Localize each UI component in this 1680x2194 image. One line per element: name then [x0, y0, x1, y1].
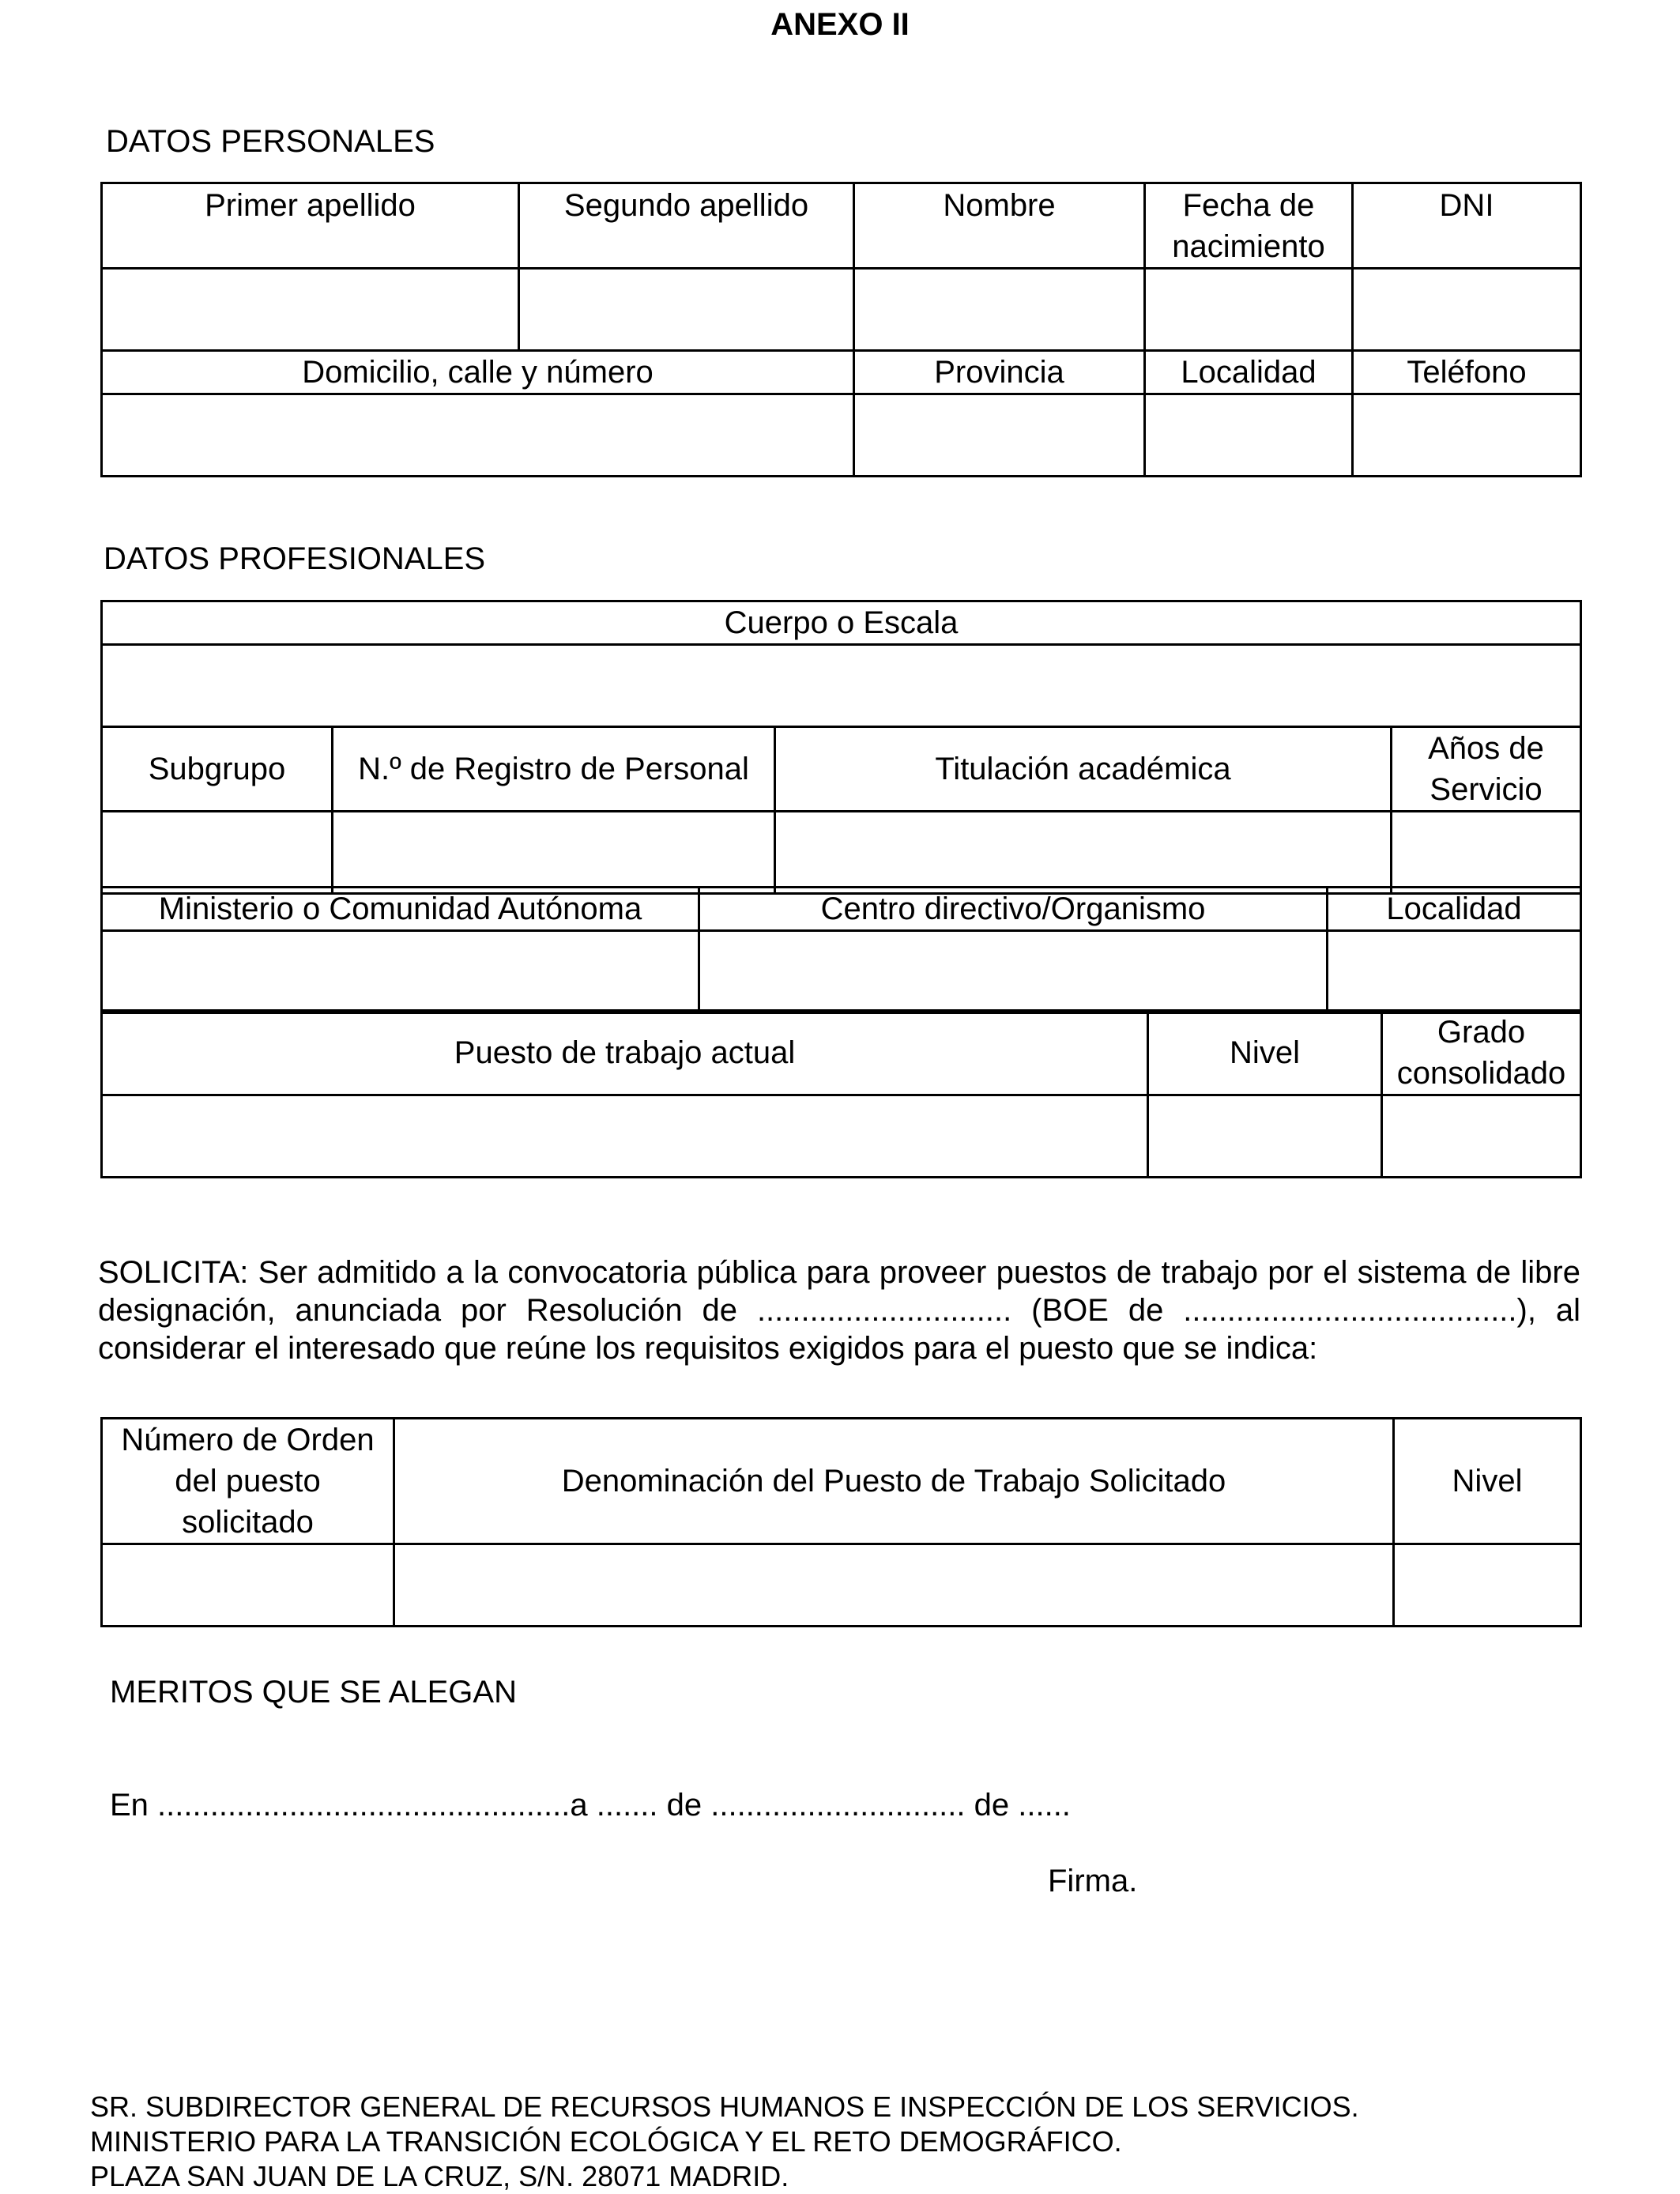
- numero-orden-label: [102, 1419, 394, 1544]
- domicilio-label: Domicilio, calle y número: [102, 351, 854, 394]
- grado-consolidado-field[interactable]: [1382, 1095, 1581, 1178]
- ministerio-label: Ministerio o Comunidad Autónoma: [102, 888, 699, 931]
- grado-line1: Grado: [1437, 1015, 1526, 1050]
- firma-label: Firma.: [1048, 1864, 1138, 1898]
- destinatario-block: [90, 2090, 1359, 2194]
- fecha-nacimiento-field[interactable]: [1145, 269, 1353, 351]
- puesto-solicitado-table: [100, 1417, 1582, 1627]
- telefono-label: Teléfono: [1353, 351, 1581, 394]
- cuerpo-field[interactable]: [102, 645, 1581, 727]
- nombre-label: Nombre: [854, 183, 1145, 269]
- ministerio-table: [100, 886, 1582, 1014]
- dni-label: DNI: [1353, 183, 1581, 269]
- subgrupo-field[interactable]: [102, 812, 333, 894]
- dni-field[interactable]: [1353, 269, 1581, 351]
- puesto-actual-field[interactable]: [102, 1095, 1148, 1178]
- centro-label: Centro directivo/Organismo: [699, 888, 1328, 931]
- personal-heading: DATOS PERSONALES: [106, 124, 435, 159]
- subgrupo-label: Subgrupo: [102, 727, 333, 812]
- puesto-actual-table: [100, 1009, 1582, 1178]
- meritos-heading: MERITOS QUE SE ALEGAN: [110, 1675, 517, 1710]
- denominacion-label: Denominación del Puesto de Trabajo Solicitado: [394, 1419, 1394, 1544]
- segundo-apellido-field[interactable]: [519, 269, 854, 351]
- localidad-prof-field[interactable]: [1328, 931, 1581, 1013]
- fecha-nacimiento-line2: nacimiento: [1172, 229, 1325, 264]
- primer-apellido-label: Primer apellido: [102, 183, 519, 269]
- centro-field[interactable]: [699, 931, 1328, 1013]
- telefono-field[interactable]: [1353, 394, 1581, 477]
- puesto-actual-label: Puesto de trabajo actual: [102, 1011, 1148, 1095]
- anos-servicio-label: [1392, 727, 1581, 812]
- anos-servicio-line2: Servicio: [1430, 772, 1543, 807]
- grado-line2: consolidado: [1396, 1056, 1566, 1091]
- grado-consolidado-label: [1382, 1011, 1581, 1095]
- provincia-field[interactable]: [854, 394, 1145, 477]
- numero-orden-line3: solicitado: [182, 1505, 314, 1540]
- profesional-heading: DATOS PROFESIONALES: [104, 541, 486, 576]
- personal-data-table: [100, 182, 1582, 477]
- registro-field[interactable]: [333, 812, 775, 894]
- nivel-solicitado-label: Nivel: [1394, 1419, 1581, 1544]
- footer-line-3: PLAZA SAN JUAN DE LA CRUZ, S/N. 28071 MADRID.: [90, 2160, 789, 2192]
- numero-orden-field[interactable]: [102, 1544, 394, 1627]
- titulacion-field[interactable]: [775, 812, 1392, 894]
- denominacion-field[interactable]: [394, 1544, 1394, 1627]
- cuerpo-table: [100, 600, 1582, 895]
- nivel-actual-field[interactable]: [1148, 1095, 1382, 1178]
- fecha-lugar-line: En ...............................................a ....... de ............................. de ......: [110, 1788, 1071, 1823]
- nombre-field[interactable]: [854, 269, 1145, 351]
- anos-servicio-line1: Años de: [1428, 731, 1544, 766]
- localidad-prof-label: Localidad: [1328, 888, 1581, 931]
- fecha-nacimiento-label: [1145, 183, 1353, 269]
- page-title: ANEXO II: [770, 7, 910, 42]
- footer-line-1: SR. SUBDIRECTOR GENERAL DE RECURSOS HUMANOS E INSPECCIÓN DE LOS SERVICIOS.: [90, 2090, 1359, 2123]
- nivel-actual-label: Nivel: [1148, 1011, 1382, 1095]
- provincia-label: Provincia: [854, 351, 1145, 394]
- fecha-nacimiento-line1: Fecha de: [1182, 188, 1315, 223]
- numero-orden-line2: del puesto: [175, 1464, 321, 1498]
- footer-line-2: MINISTERIO PARA LA TRANSICIÓN ECOLÓGICA Y EL RETO DEMOGRÁFICO.: [90, 2125, 1122, 2158]
- localidad-field[interactable]: [1145, 394, 1353, 477]
- nivel-solicitado-field[interactable]: [1394, 1544, 1581, 1627]
- ministerio-field[interactable]: [102, 931, 699, 1013]
- segundo-apellido-label: Segundo apellido: [519, 183, 854, 269]
- localidad-label: Localidad: [1145, 351, 1353, 394]
- numero-orden-line1: Número de Orden: [121, 1423, 375, 1457]
- titulacion-label: Titulación académica: [775, 727, 1392, 812]
- domicilio-field[interactable]: [102, 394, 854, 477]
- registro-label: N.º de Registro de Personal: [333, 727, 775, 812]
- cuerpo-label: Cuerpo o Escala: [102, 601, 1581, 645]
- solicita-paragraph: SOLICITA: Ser admitido a la convocatoria pública para proveer puestos de trabajo por el sistema de libre designación, anunciada por Resolución de ............................. (BOE de ......................................), al considerar el interesado que reúne los requisitos exigidos para el puesto que se indica:: [98, 1255, 1580, 1366]
- primer-apellido-field[interactable]: [102, 269, 519, 351]
- anos-servicio-field[interactable]: [1392, 812, 1581, 894]
